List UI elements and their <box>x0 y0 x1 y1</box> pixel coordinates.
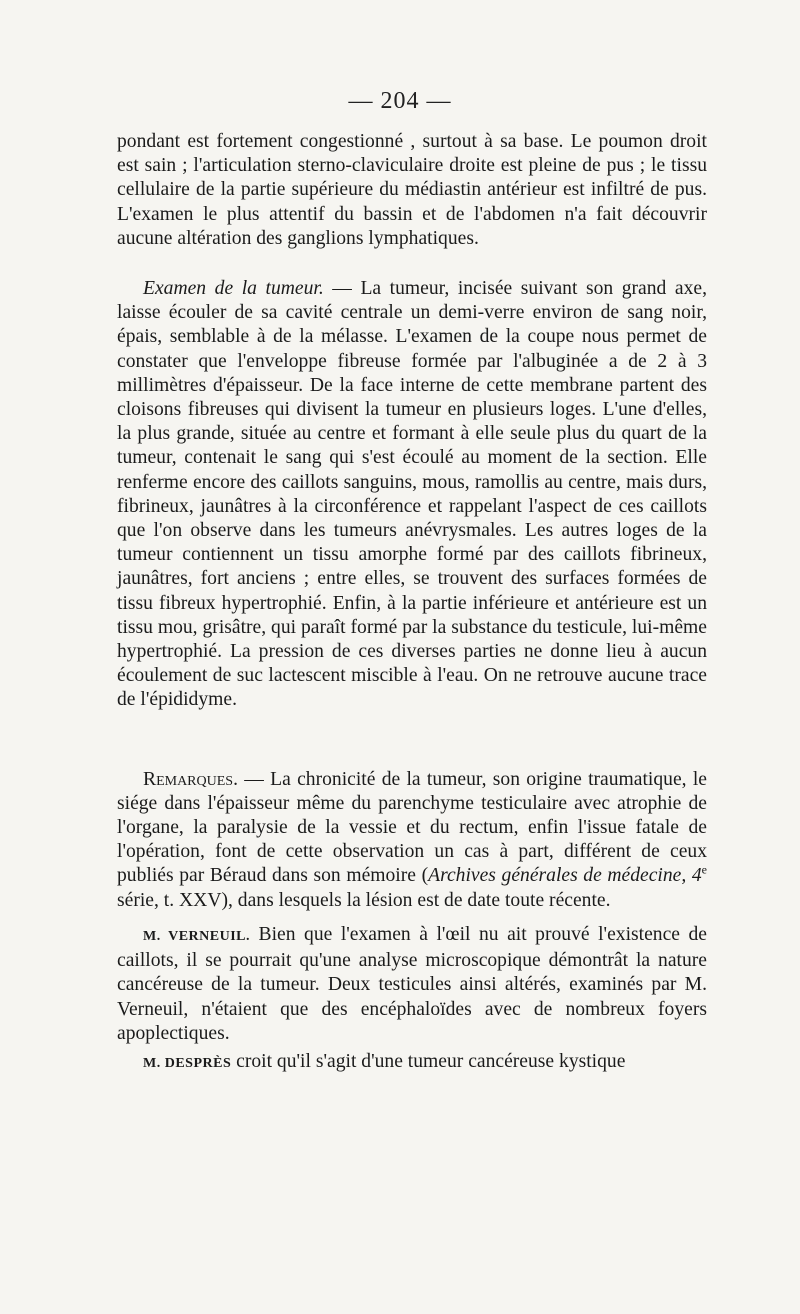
paragraph-tumor-exam <box>117 277 707 713</box>
remarks-text-a: — La chronicité de la tumeur, son origine traumatique, le siége dans l'épaisseur même du parenchyme testiculaire avec atrophie de l'organe, la paralysie de la vessie et du rectum, enfin l'issue fatale de l'opération, font de cette observation un cas à part, différent de ceux publiés par Béraud dans son mémoire ( <box>117 768 707 887</box>
paragraph-despres <box>117 1050 707 1076</box>
body-text <box>117 130 707 1076</box>
tumor-exam-text: — La tumeur, incisée suivant son grand axe, laisse écouler de sa cavité centrale un demi-verre environ de sang noir, épais, semblable à de la mélasse. L'examen de la coupe nous permet de constater que l'enveloppe fibreuse formée par l'albuginée a de 2 à 3 millimètres d'épaisseur. De la face interne de cette membrane partent des cloisons fibreuses qui divisent la tumeur en plusieurs loges. L'une d'elles, la plus grande, située au centre et formant à elle seule plus du quart de la tumeur, contenait le sang qui s'est écoulé au moment de la section. Elle renferme encore des caillots sanguins, mous, ramollis au centre, mais durs, fibrineux, jaunâtres à la circonférence et rappelant l'aspect de ces caillots que l'on observe dans les tumeurs anévrysmales. Les autres loges de la tumeur contiennent un tissu amorphe formé par des caillots fibrineux, jaunâtres, fort anciens ; entre elles, se trouvent des surfaces formées de tissu fibreux hypertrophié. Enfin, à la partie inférieure et antérieure est un tissu mou, grisâtre, qui paraît formé par la substance du testicule, lui-même hypertrophié. La pression de ces diverses parties ne donne lieu à aucun écoulement de suc lactescent miscible à l'eau. On ne retrouve aucune trace de l'épididyme. <box>117 278 707 711</box>
paragraph-autopsy <box>117 130 707 251</box>
paragraph-verneuil <box>117 923 707 1046</box>
speaker-despres: M. DESPRÈS <box>143 1055 232 1071</box>
tumor-exam-heading: Examen de la tumeur. <box>143 278 324 300</box>
remarks-text-b: série, t. XXV), dans lesquels la lésion est de date toute récente. <box>117 889 611 911</box>
verneuil-text: Bien que l'examen à l'œil nu ait prouvé l'existence de caillots, il se pourrait qu'une analyse microscopique démontrât la nature cancéreuse de la tumeur. Deux testicules ainsi altérés, examinés par M. Verneuil, n'étaient que des encéphaloïdes avec de nombreux foyers apoplectiques. <box>117 923 707 1044</box>
paragraph-remarks <box>117 768 707 913</box>
speaker-verneuil: M. VERNEUIL. <box>143 928 250 944</box>
despres-text: croit qu'il s'agit d'une tumeur cancéreuse kystique <box>231 1050 626 1072</box>
remarks-heading: Remarques. <box>143 768 238 790</box>
paragraph-autopsy-text: pondant est fortement congestionné , surtout à sa base. Le poumon droit est sain ; l'articulation sterno-claviculaire droite est pleine de pus ; le tissu cellulaire de la partie supérieure du médiastin antérieur est infiltré de pus. L'examen le plus attentif du bassin et de l'abdomen n'a fait découvrir aucune altération des ganglions lymphatiques. <box>117 131 707 249</box>
page-number: — 204 — <box>348 88 452 114</box>
remarks-citation: Archives générales de médecine, 4 <box>428 865 702 887</box>
remarks-citation-sup: e <box>701 862 707 877</box>
